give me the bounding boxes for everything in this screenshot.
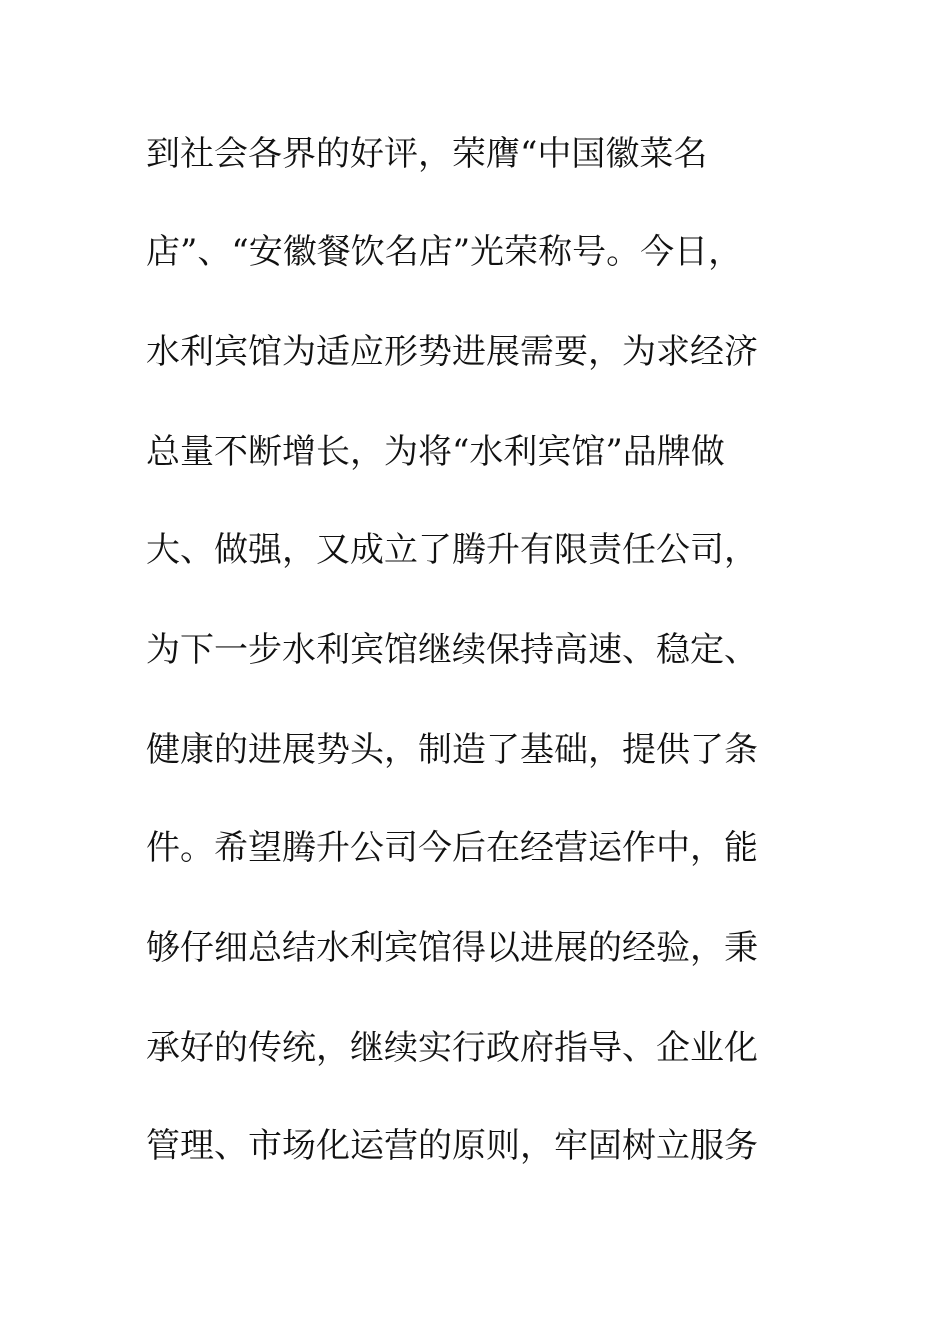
paragraph-line: 健康的进展势头，制造了基础，提供了条 bbox=[146, 730, 758, 770]
paragraph-line: 为下一步水利宾馆继续保持高速、稳定、 bbox=[146, 630, 758, 670]
paragraph-line: 水利宾馆为适应形势进展需要，为求经济 bbox=[146, 332, 758, 372]
paragraph-line: 总量不断增长，为将“水利宾馆”品牌做 bbox=[146, 432, 725, 472]
paragraph-line: 管理、市场化运营的原则，牢固树立服务 bbox=[146, 1126, 758, 1166]
paragraph-line: 店”、“安徽餐饮名店”光荣称号。今日， bbox=[146, 232, 743, 272]
paragraph-line: 承好的传统，继续实行政府指导、企业化 bbox=[146, 1028, 758, 1068]
paragraph-line: 够仔细总结水利宾馆得以进展的经验，秉 bbox=[146, 928, 758, 968]
paragraph-line: 大、做强，又成立了腾升有限责任公司， bbox=[146, 530, 758, 570]
paragraph-line: 到社会各界的好评，荣膺“中国徽菜名 bbox=[146, 134, 708, 174]
paragraph-line: 件。希望腾升公司今后在经营运作中，能 bbox=[146, 828, 758, 868]
